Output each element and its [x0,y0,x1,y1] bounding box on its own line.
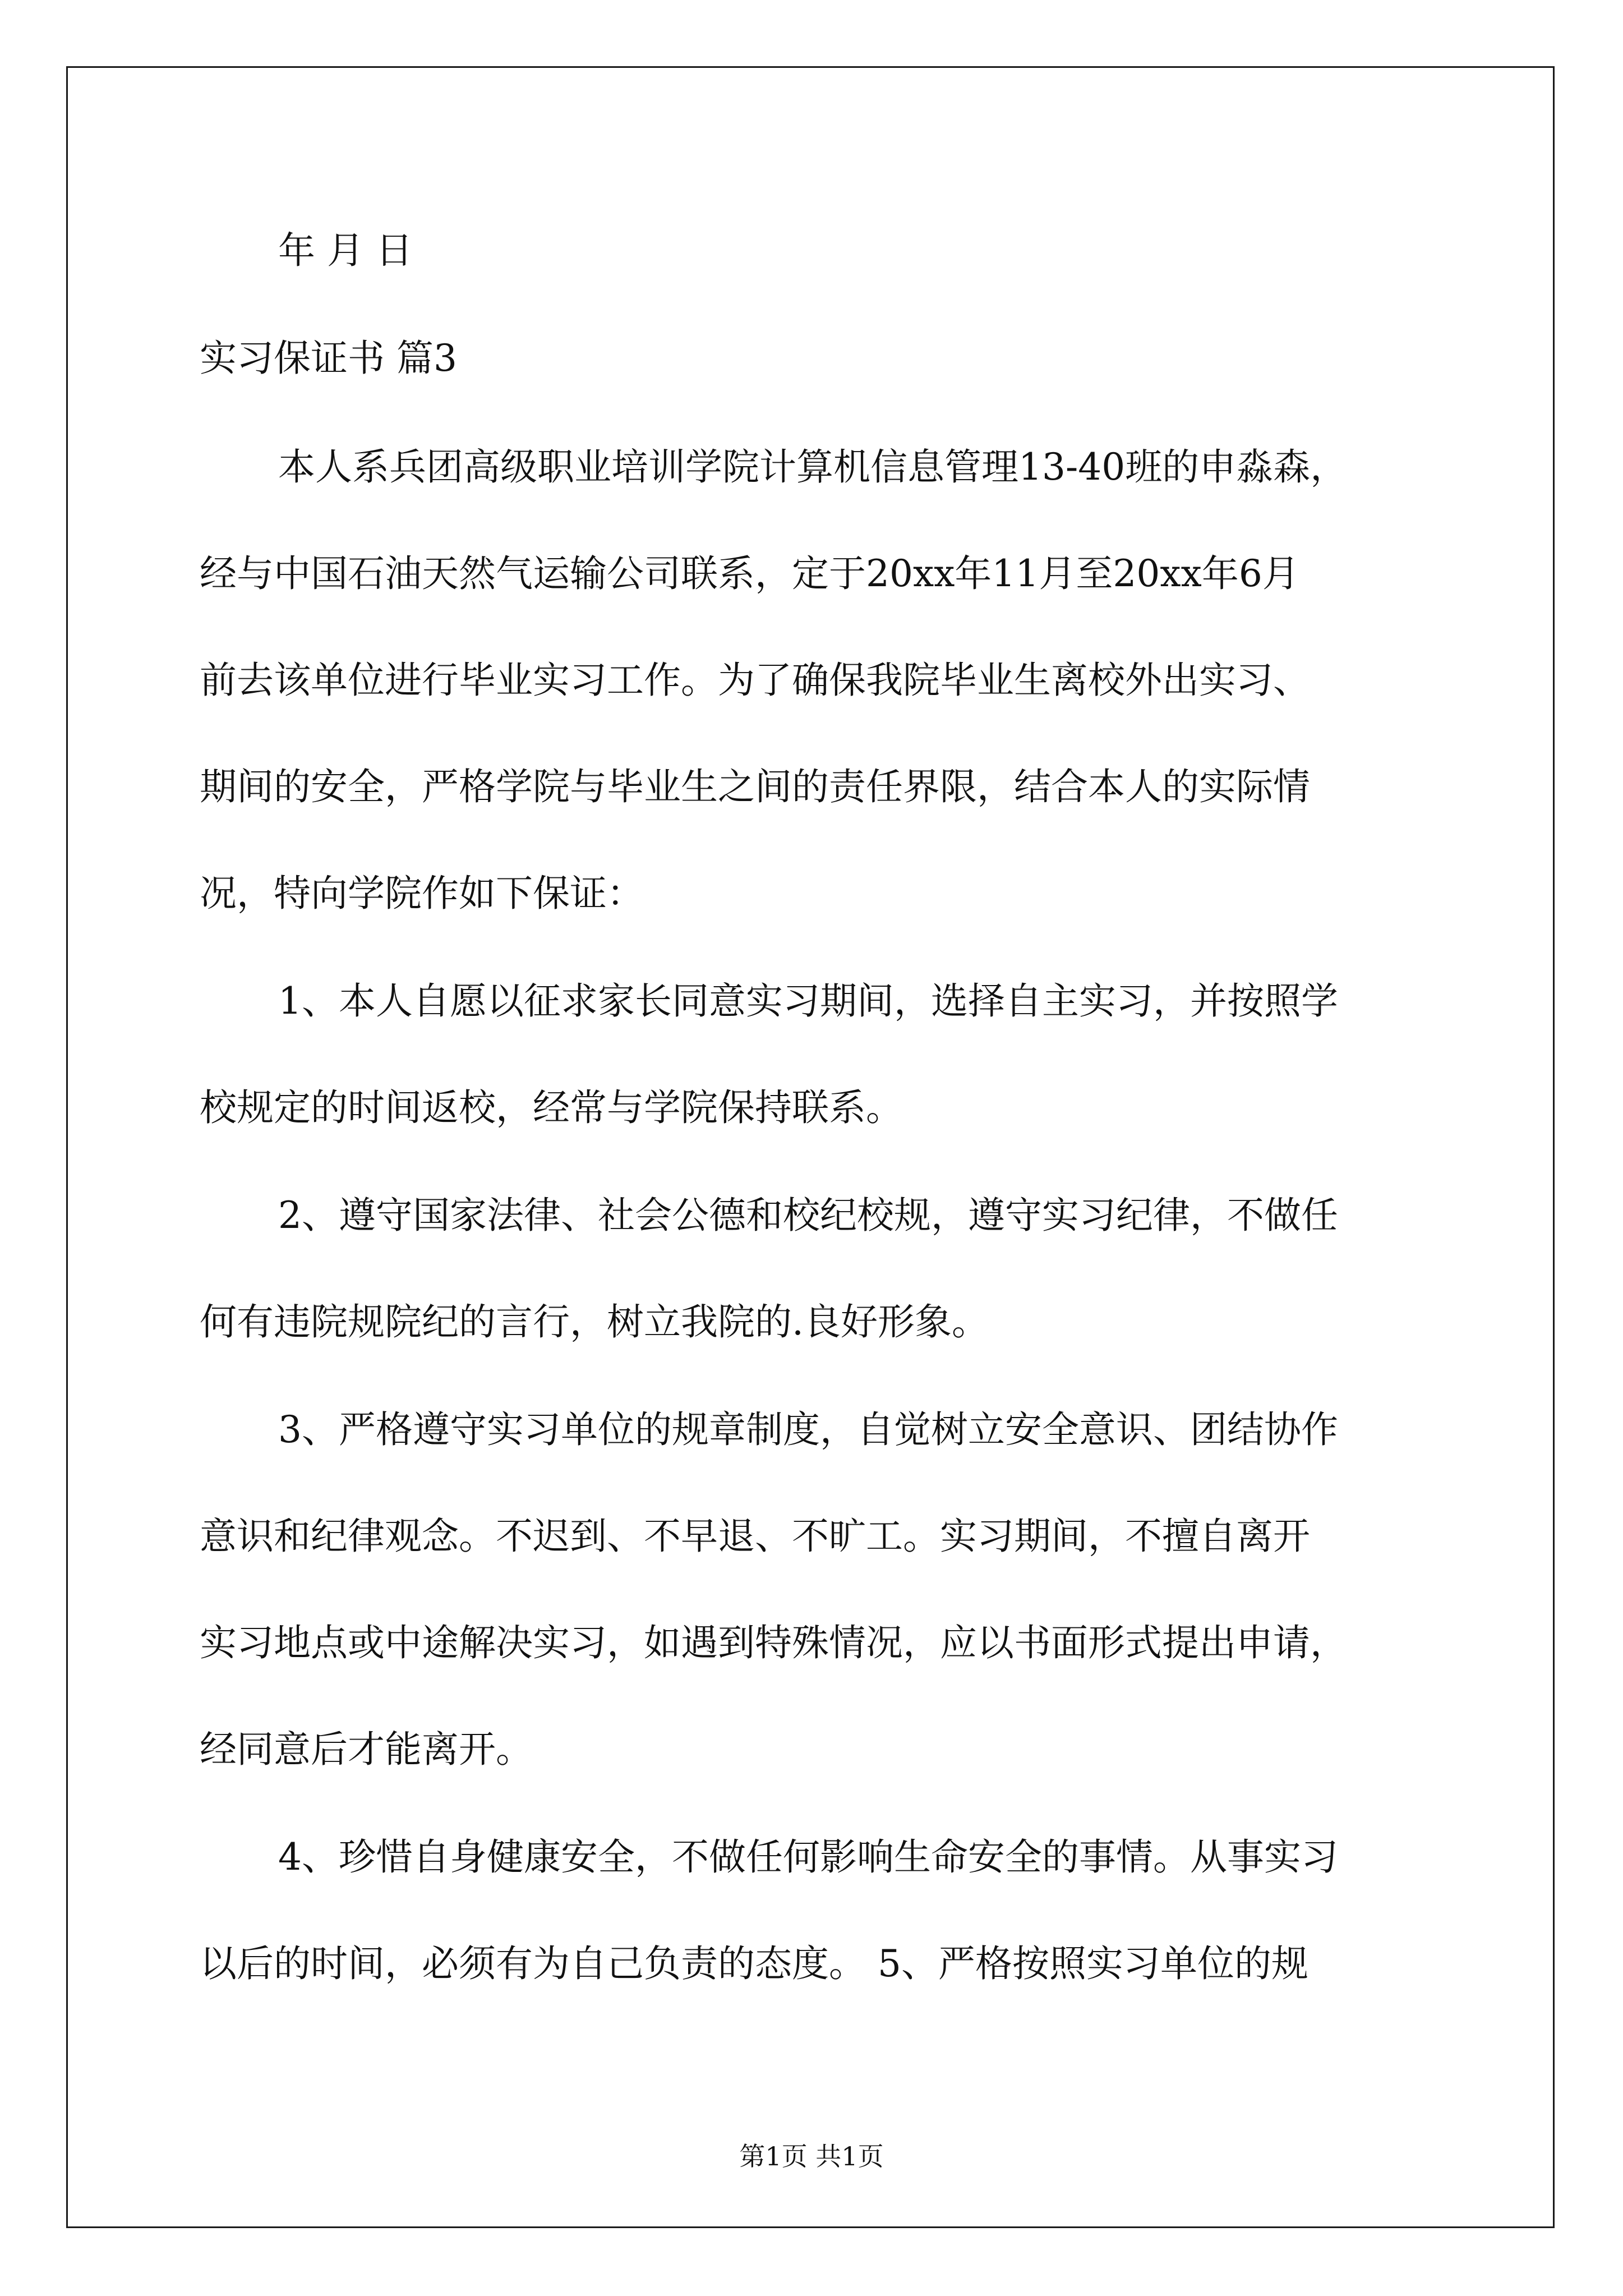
page-border [66,66,1555,2228]
paragraph-line: 4、珍惜自身健康安全，不做任何影响生命安全的事情。从事实习 [278,1835,1338,1879]
paragraph-line: 3、严格遵守实习单位的规章制度，自觉树立安全意识、团结协作 [278,1408,1338,1451]
paragraph-line: 经同意后才能离开。 [200,1728,533,1771]
paragraph-line: 况，特向学院作如下保证： [200,872,644,915]
paragraph-line: 前去该单位进行毕业实习工作。为了确保我院毕业生离校外出实习、 [200,659,1310,702]
page-number-footer: 第1页 共1页 [739,2141,884,2171]
paragraph-line: 意识和纪律观念。不迟到、不早退、不旷工。实习期间，不擅自离开 [200,1515,1310,1558]
paragraph-line: 2、遵守国家法律、社会公德和校纪校规，遵守实习纪律，不做任 [278,1194,1338,1237]
paragraph-line: 校规定的时间返校，经常与学院保持联系。 [200,1086,903,1129]
paragraph-line: 以后的时间，必须有为自己负责的态度。 5、严格按照实习单位的规 [200,1942,1308,1985]
paragraph-line: 经与中国石油天然气运输公司联系，定于20xx年11月至20xx年6月 [200,552,1299,595]
paragraph-line: 1、本人自愿以征求家长同意实习期间，选择自主实习，并按照学 [278,979,1338,1023]
section-title: 实习保证书 篇3 [200,337,457,380]
date-line: 年 月 日 [278,229,413,272]
paragraph-line: 本人系兵团高级职业培训学院计算机信息管理13-40班的申淼森， [278,445,1348,489]
paragraph-line: 期间的安全，严格学院与毕业生之间的责任界限，结合本人的实际情 [200,765,1310,808]
paragraph-line: 实习地点或中途解决实习，如遇到特殊情况，应以书面形式提出申请， [200,1621,1347,1664]
paragraph-line: 何有违院规院纪的言行，树立我院的.良好形象。 [200,1300,989,1343]
